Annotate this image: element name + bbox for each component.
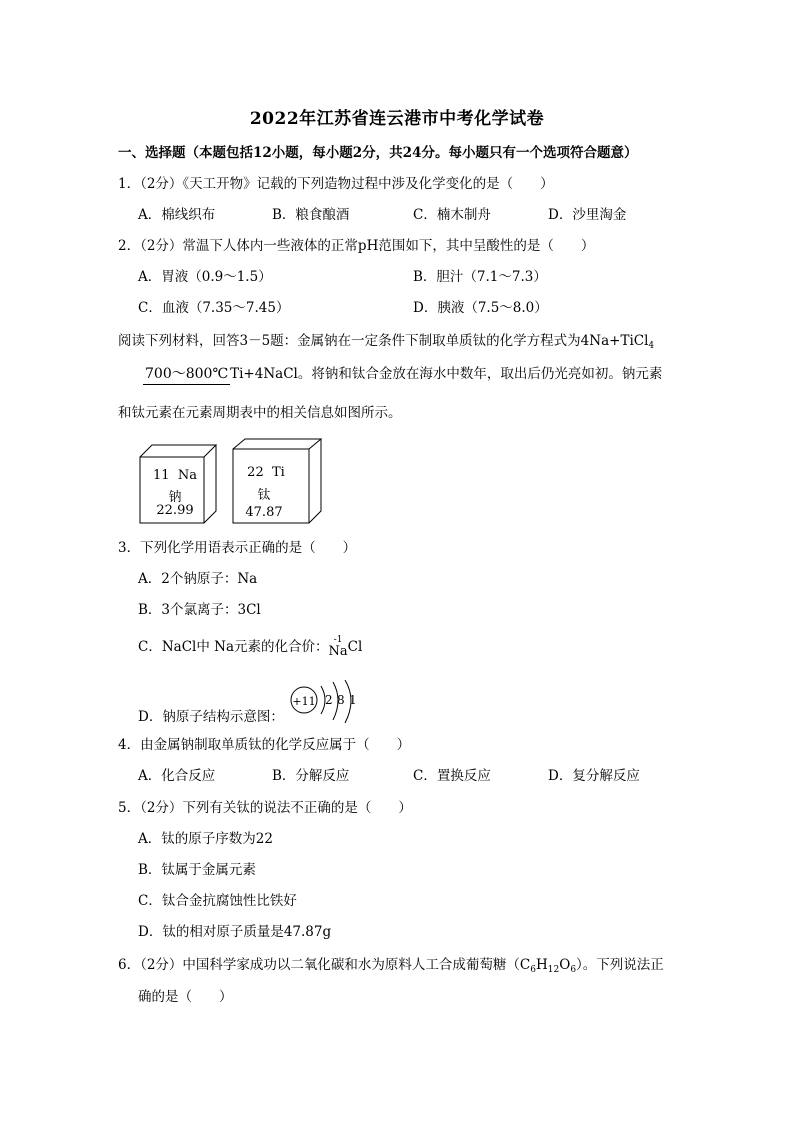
q5-option-c: C．钛合金抗腐蚀性比铁好 — [138, 893, 297, 909]
q6-o: O — [559, 957, 571, 973]
q5-option-b: B．钛属于金属元素 — [138, 862, 256, 878]
q6-text-2: ）。下列说法正 — [576, 957, 664, 973]
question-2-stem: 2．（2分）常温下人体内一些液体的正常pH范围如下，其中呈酸性的是（ ） — [118, 238, 595, 254]
ticl4-subscript: 4 — [648, 341, 655, 351]
na-symbol: Na — [177, 468, 197, 483]
q4-option-c: C．置换反应 — [413, 768, 491, 784]
ti-symbol: Ti — [271, 465, 285, 480]
sodium-atom-diagram — [285, 680, 365, 724]
q3-option-c — [138, 636, 362, 658]
q2-option-c: C．血液（7.35～7.45） — [138, 300, 290, 316]
ti-atomic-number: 22 — [247, 465, 264, 480]
valence-value: -1 — [333, 635, 343, 645]
question-6-stem-line-2: 确的是（ ） — [138, 989, 233, 1005]
question-5-stem: 5．（2分）下列有关钛的说法不正确的是（ ） — [118, 800, 412, 816]
q4-option-b: B．分解反应 — [272, 768, 350, 784]
valence-notation — [329, 636, 348, 658]
q3-option-d: D．钠原子结构示意图： — [138, 709, 284, 725]
nucleus-charge: +11 — [292, 695, 316, 708]
q6-h-subscript: 12 — [547, 965, 560, 975]
q6-o-subscript: 6 — [570, 965, 577, 975]
reaction-condition: 700～800℃ — [143, 363, 230, 385]
question-3-stem: 3．下列化学用语表示正确的是（ ） — [118, 540, 357, 556]
shell-2-count: 8 — [337, 693, 345, 707]
q4-option-a: A．化合反应 — [138, 768, 216, 784]
q2-option-d: D．胰液（7.5～8.0） — [413, 300, 548, 316]
shell-3-count: 1 — [349, 693, 357, 707]
reading-line-3: 和钛元素在元素周期表中的相关信息如图所示。 — [118, 405, 402, 421]
q4-option-d: D．复分解反应 — [548, 768, 640, 784]
q3-option-a: A．2个钠原子：Na — [138, 571, 258, 587]
q6-h: H — [536, 957, 548, 973]
q1-option-a: A．棉线织布 — [138, 207, 216, 223]
valence-cl: Cl — [347, 639, 363, 655]
na-atomic-number: 11 — [153, 468, 170, 483]
section-heading: 一、选择题（本题包括12小题，每小题2分，共24分。每小题只有一个选项符合题意） — [118, 145, 638, 161]
na-atomic-mass: 22.99 — [156, 503, 194, 518]
q1-option-d: D．沙里淘金 — [548, 207, 627, 223]
q6-text-1: 6．（2分）中国科学家成功以二氧化碳和水为原料人工合成葡萄糖（C — [118, 957, 531, 973]
reading-line-1 — [118, 335, 654, 351]
q5-option-a: A．钛的原子序数为22 — [138, 831, 273, 847]
question-1-stem: 1．（2分）《天工开物》记载的下列造物过程中涉及化学变化的是（ ） — [118, 176, 554, 192]
q1-option-b: B．粮食酿酒 — [272, 207, 350, 223]
q2-option-b: B．胆汁（7.1～7.3） — [413, 269, 547, 285]
shell-1-count: 2 — [325, 693, 333, 707]
q3-option-c-text: C．NaCl中 Na元素的化合价： — [138, 639, 329, 655]
question-4-stem: 4．由金属钠制取单质钛的化学反应属于（ ） — [118, 737, 411, 753]
q6-c-subscript: 6 — [530, 965, 536, 975]
q1-option-c: C．楠木制舟 — [413, 207, 491, 223]
na-card-top — [150, 468, 200, 483]
valence-element: Na — [328, 644, 348, 659]
page-title: 2022年江苏省连云港市中考化学试卷 — [249, 109, 545, 129]
ti-card-top — [236, 465, 296, 480]
reading-line-2-text: Ti+4NaCl。将钠和钛合金放在海水中数年，取出后仍光亮如初。钠元素 — [230, 366, 663, 382]
q5-option-d: D．钛的相对原子质量是47.87g — [138, 924, 332, 940]
reading-line-1-text: 阅读下列材料，回答3－5题：金属钠在一定条件下制取单质钛的化学方程式为4Na+TiCl — [118, 333, 649, 349]
ti-name: 钛 — [257, 488, 271, 503]
q3-option-b: B．3个氯离子：3Cl — [138, 602, 261, 618]
q2-option-a: A．胃液（0.9～1.5） — [138, 269, 272, 285]
na-name: 钠 — [168, 490, 182, 505]
reaction-line — [143, 362, 662, 385]
question-6-stem — [118, 959, 664, 975]
ti-atomic-mass: 47.87 — [245, 505, 283, 520]
